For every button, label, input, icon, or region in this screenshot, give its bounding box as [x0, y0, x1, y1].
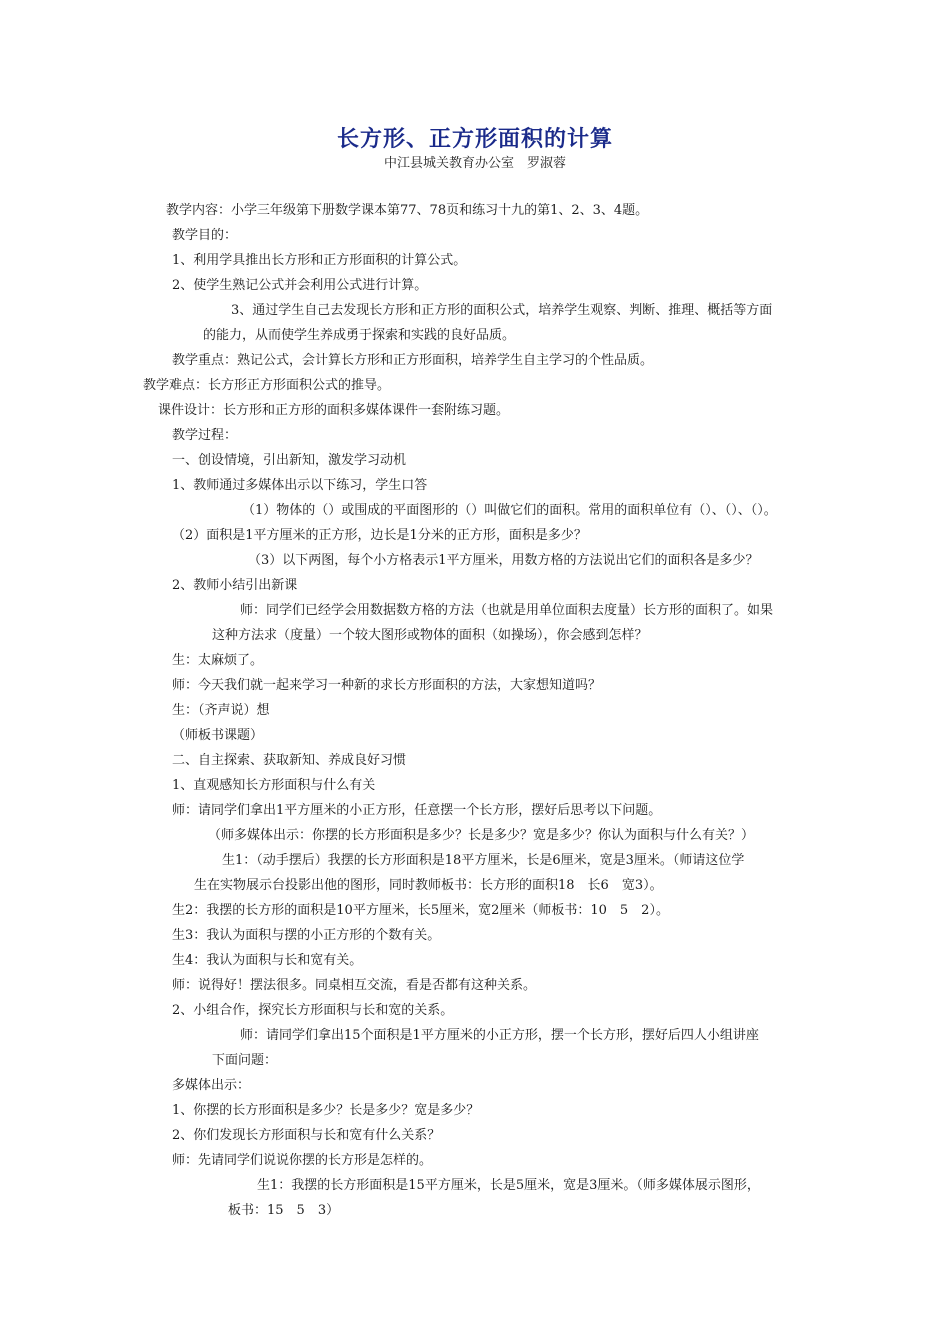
body-line: 2、小组合作，探究长方形面积与长和宽的关系。 — [172, 1003, 454, 1018]
body-line: 2、使学生熟记公式并会利用公式进行计算。 — [172, 278, 428, 293]
body-line: （师多媒体出示：你摆的长方形面积是多少？长是多少？宽是多少？你认为面积与什么有关？） — [208, 828, 755, 843]
body-line: 师：请同学们拿出1平方厘米的小正方形，任意摆一个长方形，摆好后思考以下问题。 — [172, 803, 662, 818]
body-line: 教学过程： — [172, 428, 238, 443]
body-line: 师：同学们已经学会用数据数方格的方法（也就是用单位面积去度量）长方形的面积了。如果 — [240, 603, 774, 618]
body-line: 的能力，从而使学生养成勇于探索和实践的良好品质。 — [203, 328, 516, 343]
body-line: 下面问题： — [212, 1053, 278, 1068]
body-line: 师：请同学们拿出15个面积是1平方厘米的小正方形，摆一个长方形，摆好后四人小组讲座 — [240, 1028, 759, 1043]
body-line: 生1：我摆的长方形面积是15平方厘米，长是5厘米，宽是3厘米。（师多媒体展示图形， — [257, 1178, 760, 1193]
document-author: 中江县城关教育办公室 罗淑蓉 — [383, 156, 566, 171]
body-line: （师板书课题） — [172, 728, 264, 743]
body-line: 2、教师小结引出新课 — [172, 578, 298, 593]
body-line: 生2：我摆的长方形的面积是10平方厘米，长5厘米，宽2厘米（师板书：10 5 2）。 — [172, 903, 669, 918]
body-line: 课件设计：长方形和正方形的面积多媒体课件一套附练习题。 — [158, 403, 510, 418]
body-line: 多媒体出示： — [172, 1078, 251, 1093]
body-line: 1、直观感知长方形面积与什么有关 — [172, 778, 376, 793]
body-line: 生3：我认为面积与摆的小正方形的个数有关。 — [172, 928, 441, 943]
body-line: 生：太麻烦了。 — [172, 653, 264, 668]
body-line: 1、你摆的长方形面积是多少？长是多少？宽是多少？ — [172, 1103, 480, 1118]
body-line: 3、通过学生自己去发现长方形和正方形的面积公式，培养学生观察、判断、推理、概括等方面 — [231, 303, 773, 318]
body-line: 生在实物展示台投影出他的图形，同时教师板书：长方形的面积18 长6 宽3）。 — [194, 878, 663, 893]
body-line: 师：先请同学们说说你摆的长方形是怎样的。 — [172, 1153, 433, 1168]
body-line: 生：（齐声说）想 — [172, 703, 270, 718]
body-line: 教学重点：熟记公式，会计算长方形和正方形面积，培养学生自主学习的个性品质。 — [172, 353, 654, 368]
body-line: （2）面积是1平方厘米的正方形，边长是1分米的正方形，面积是多少？ — [172, 528, 587, 543]
body-line: 教学目的： — [172, 228, 238, 243]
body-line: 1、利用学具推出长方形和正方形面积的计算公式。 — [172, 253, 467, 268]
body-line: 一、创设情境，引出新知，激发学习动机 — [172, 453, 407, 468]
body-line: 2、你们发现长方形面积与长和宽有什么关系？ — [172, 1128, 441, 1143]
body-line: （3）以下两图，每个小方格表示1平方厘米，用数方格的方法说出它们的面积各是多少？ — [248, 553, 759, 568]
body-line: 二、自主探索、获取新知、养成良好习惯 — [172, 753, 407, 768]
body-line: 师：说得好！摆法很多。同桌相互交流，看是否都有这种关系。 — [172, 978, 537, 993]
body-line: 教学内容：小学三年级第下册数学课本第77、78页和练习十九的第1、2、3、4题。 — [166, 203, 649, 218]
body-line: （1）物体的（）或围成的平面图形的（）叫做它们的面积。常用的面积单位有（）、（）、（）。 — [242, 503, 777, 518]
document-title: 长方形、正方形面积的计算 — [336, 127, 613, 152]
body-line: 生1：（动手摆后）我摆的长方形面积是18平方厘米，长是6厘米，宽是3厘米。（师请这位学 — [222, 853, 745, 868]
body-line: 板书：15 5 3） — [228, 1203, 340, 1218]
body-line: 1、教师通过多媒体出示以下练习，学生口答 — [172, 478, 428, 493]
body-line: 这种方法求（度量）一个较大图形或物体的面积（如操场），你会感到怎样？ — [212, 628, 648, 643]
body-line: 教学难点：长方形正方形面积公式的推导。 — [143, 378, 391, 393]
body-line: 生4：我认为面积与长和宽有关。 — [172, 953, 363, 968]
body-line: 师：今天我们就一起来学习一种新的求长方形面积的方法，大家想知道吗？ — [172, 678, 602, 693]
